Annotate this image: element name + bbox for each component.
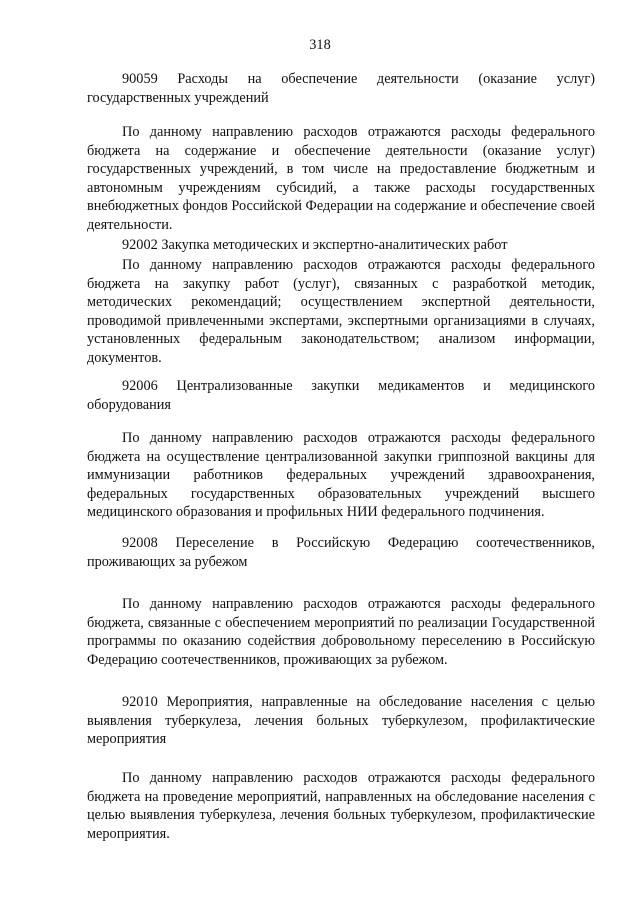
page-number: 318 [309, 37, 331, 53]
section-description-92006: По данному направлению расходов отражаются расходы федерального бюджета на осуществление централизованной закупки гриппозной вакцины для иммунизации работников федеральных учреждений здравоохранения, федеральных государственных образовательных учреждений высшего медицинского образования и профильных НИИ федерального подчинения. [87, 430, 595, 521]
section-title: Закупка методических и экспертно-аналитических работ [161, 237, 508, 253]
section-code: 92006 [122, 378, 158, 394]
section-title: Мероприятия, направленные на обследование населения с целью выявления туберкулеза, лечения больных туберкулезом, профилактические мероприятия [87, 694, 596, 748]
section-description-92010: По данному направлению расходов отражаются расходы федерального бюджета на проведение мероприятий, направленных на обследование населения с целью выявления туберкулеза, лечения больных туберкулезом, профилактические мероприятия. [87, 770, 595, 842]
section-title: Переселение в Российскую Федерацию соотечественников, проживающих за рубежом [87, 535, 595, 570]
section-description-90059: По данному направлению расходов отражаются расходы федерального бюджета на содержание и обеспечение деятельности (оказание услуг) государственных учреждений, в том числе на предоставление бюджетным и автономным учреждениям субсидий, а также расходы государственных внебюджетных фондов Российской Федерации на содержание и обеспечение своей деятельности. [87, 124, 595, 233]
section-heading-92002 [87, 236, 595, 255]
section-code: 92002 [122, 237, 158, 253]
section-code: 90059 [122, 71, 158, 87]
section-description-92002: По данному направлению расходов отражаются расходы федерального бюджета на закупку работ (услуг), связанных с разработкой методик, методических рекомендаций; осуществлением экспертной деятельности, проводимой привлеченными экспертами, экспертными организациями в случаях, установленных федеральным законодательством; анализом информации, документов. [87, 257, 595, 366]
section-code: 92008 [122, 535, 158, 551]
section-code: 92010 [122, 694, 158, 710]
section-title: Расходы на обеспечение деятельности (оказание услуг) государственных учреждений [87, 71, 595, 106]
section-heading-92010 [87, 693, 595, 749]
section-description-92008: По данному направлению расходов отражаются расходы федерального бюджета, связанные с обеспечением мероприятий по реализации Государственной программы по оказанию содействия добровольному переселению в Российскую Федерацию соотечественников, проживающих за рубежом. [87, 596, 595, 668]
section-heading-92008 [87, 534, 595, 571]
section-title: Централизованные закупки медикаментов и медицинского оборудования [87, 378, 596, 413]
section-heading-92006 [87, 377, 595, 414]
section-heading-90059 [87, 70, 595, 107]
